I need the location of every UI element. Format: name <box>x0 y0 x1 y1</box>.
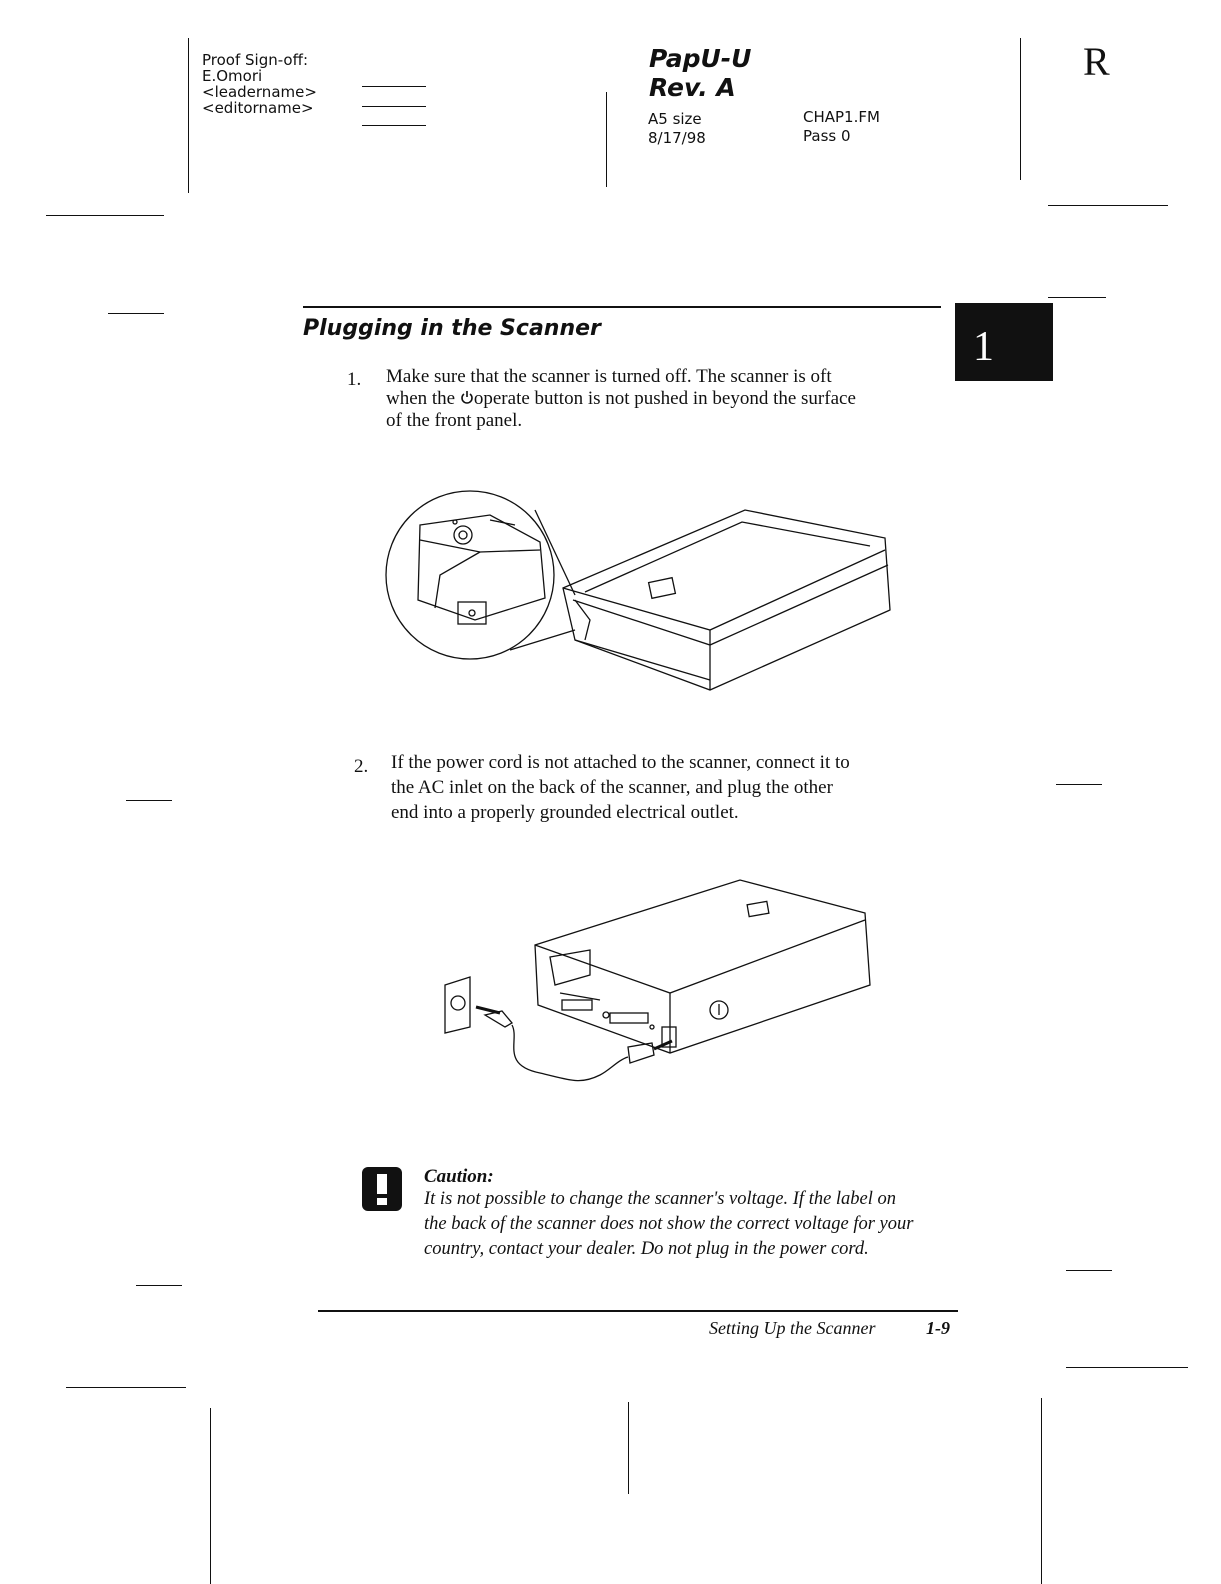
crop-mark <box>210 1408 211 1584</box>
caution-line: the back of the scanner does not show the correct voltage for your <box>424 1214 914 1234</box>
step-text <box>391 750 951 825</box>
step-number: 2. <box>354 756 369 777</box>
step-text <box>386 366 946 432</box>
crop-mark <box>1041 1398 1042 1584</box>
scanner-front-illustration <box>380 480 900 710</box>
signature-line <box>362 106 426 107</box>
crop-mark <box>188 38 189 193</box>
crop-mark <box>1048 205 1168 206</box>
corner-mark: R <box>1083 39 1110 84</box>
caution-text <box>424 1187 964 1262</box>
doc-date: 8/17/98 <box>648 129 706 147</box>
caution-line: It is not possible to change the scanner's voltage. If the label on <box>424 1189 897 1209</box>
crop-mark <box>628 1402 629 1494</box>
crop-mark <box>1048 297 1106 298</box>
step-line <box>386 388 946 410</box>
step-line-rest: operate button is not pushed in beyond the surface <box>473 388 856 409</box>
caution-line: country, contact your dealer. Do not plug in the power cord. <box>424 1239 869 1259</box>
crop-mark <box>66 1387 186 1388</box>
page-number: 1-9 <box>926 1318 950 1338</box>
proof-name: <leadername> <box>202 83 317 101</box>
power-icon <box>460 389 474 404</box>
footer-rule <box>318 1310 958 1312</box>
crop-mark <box>126 800 172 801</box>
chapter-tab <box>955 303 1053 381</box>
step-line: Make sure that the scanner is turned off. The scanner is oft <box>386 366 832 387</box>
step-line: the AC inlet on the back of the scanner, and plug the other <box>391 777 833 798</box>
crop-mark <box>1066 1367 1188 1368</box>
crop-mark <box>606 92 607 187</box>
footer-section-name: Setting Up the Scanner <box>709 1318 876 1338</box>
proof-name: <editorname> <box>202 99 314 117</box>
step-number: 1. <box>347 369 362 390</box>
doc-meta-right <box>803 108 880 146</box>
section-rule <box>303 306 941 308</box>
doc-revision: Rev. A <box>649 73 736 102</box>
proof-signoff <box>202 52 317 116</box>
crop-mark <box>108 313 164 314</box>
caution-icon <box>362 1167 402 1211</box>
doc-pass: Pass 0 <box>803 127 851 145</box>
signature-line <box>362 86 426 87</box>
crop-mark <box>46 215 164 216</box>
chapter-number: 1 <box>973 324 994 370</box>
crop-mark <box>1066 1270 1112 1271</box>
step-line: end into a properly grounded electrical outlet. <box>391 802 739 823</box>
doc-header <box>649 44 751 102</box>
doc-title: PapU-U <box>649 44 752 73</box>
crop-mark <box>1056 784 1102 785</box>
doc-size: A5 size <box>648 110 702 128</box>
step-line: If the power cord is not attached to the scanner, connect it to <box>391 752 850 773</box>
section-title: Plugging in the Scanner <box>303 316 601 341</box>
step-line-prefix: when the <box>386 388 456 409</box>
signature-line <box>362 125 426 126</box>
doc-meta-left <box>648 110 706 148</box>
doc-file: CHAP1.FM <box>803 108 880 126</box>
proof-label: Proof Sign-off: <box>202 51 308 69</box>
crop-mark <box>136 1285 182 1286</box>
power-cord-illustration <box>440 875 875 1105</box>
proof-name: E.Omori <box>202 67 263 85</box>
step-line: of the front panel. <box>386 410 523 431</box>
caution-title: Caution: <box>424 1166 494 1187</box>
crop-mark <box>1020 38 1021 180</box>
